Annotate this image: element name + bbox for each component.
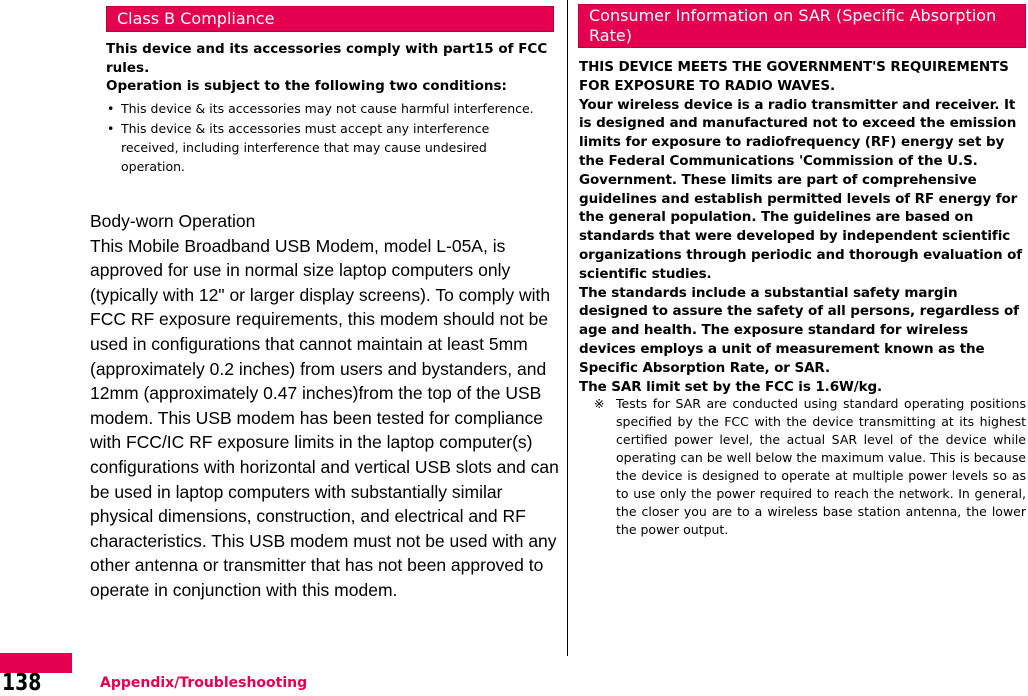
body-worn-text: This Mobile Broadband USB Modem, model L-05A, is approved for use in normal size laptop computers only (typically with 12" or larger display screens). To comply with FCC RF exposure requirements, this modem should not be used in configurations that cannot maintain at least 5mm (approximately 0.2 inches) from users and bystanders, and 12mm (approximately 0.47 inches)from the top of the USB modem. This USB modem has been tested for compliance with FCC/IC RF exposure limits in the laptop computer(s) configurations with horizontal and vertical USB slots and can be used in laptop computers with substantially similar physical dimensions, construction, and electrical and RF characteristics. This USB modem must not be used with any other antenna or transmitter that has not been approved to operate in conjunction with this modem. [90,235,559,600]
class-b-compliance-heading: Class B Compliance [106,6,554,32]
sar-information [579,58,1028,396]
sar-note-text: Tests for SAR are conducted using standard operating positions specified by the FCC with the device transmitting at its highest certified power level, the actual SAR level of the device while operating can be well below the maximum value. This is because the device is designed to operate at multiple power levels so as to use only the power required to reach the network. In general, the closer you are to a wireless base station antenna, the lower the power output. [616,396,1026,537]
fcc-compliance-statement: This device and its accessories comply with part15 of FCC rules. [106,41,548,76]
list-item [106,99,544,118]
sar-paragraph: Your wireless device is a radio transmitter and receiver. It is designed and manufactured not to exceed the emission limits for exposure to radiofrequency (RF) energy set by the Federal Communications 'Commission of the U.S. Government. These limits are part of comprehensive guidelines and establish permitted levels of RF energy for the general population. The guidelines are based on standards that were developed by independent scientific organizations through periodic and thorough evaluation of scientific studies. [579,96,1023,282]
sar-limit: The SAR limit set by the FCC is 1.6W/kg. [579,378,883,395]
page-number: 138 [2,670,42,696]
body-worn-title: Body-worn Operation [90,211,256,231]
bullet-icon: • [107,121,115,136]
conditions-list [106,99,544,177]
conditions-intro: Operation is subject to the following two conditions: [106,78,507,94]
column-divider [567,0,568,656]
sar-paragraph: THIS DEVICE MEETS THE GOVERNMENT'S REQUIREMENTS FOR EXPOSURE TO RADIO WAVES. [579,59,1009,94]
body-worn-section [90,209,560,603]
reference-mark-icon: ※ [594,396,605,411]
condition-text: This device & its accessories must accept any interference received, including interference that may cause undesired operation. [121,121,490,174]
sar-note [594,395,1026,539]
sar-paragraph: The standards include a substantial safety margin designed to assure the safety of all persons, regardless of age and health. The exposure standard for wireless devices employs a unit of measurement known as the Specific Absorption Rate, or SAR. [579,284,1019,376]
section-title: Appendix/Troubleshooting [100,675,308,691]
sar-heading: Consumer Information on SAR (Specific Absorption Rate) [578,4,1026,48]
list-item [106,119,544,176]
bullet-icon: • [107,101,115,116]
condition-text: This device & its accessories may not cause harmful interference. [121,101,534,116]
